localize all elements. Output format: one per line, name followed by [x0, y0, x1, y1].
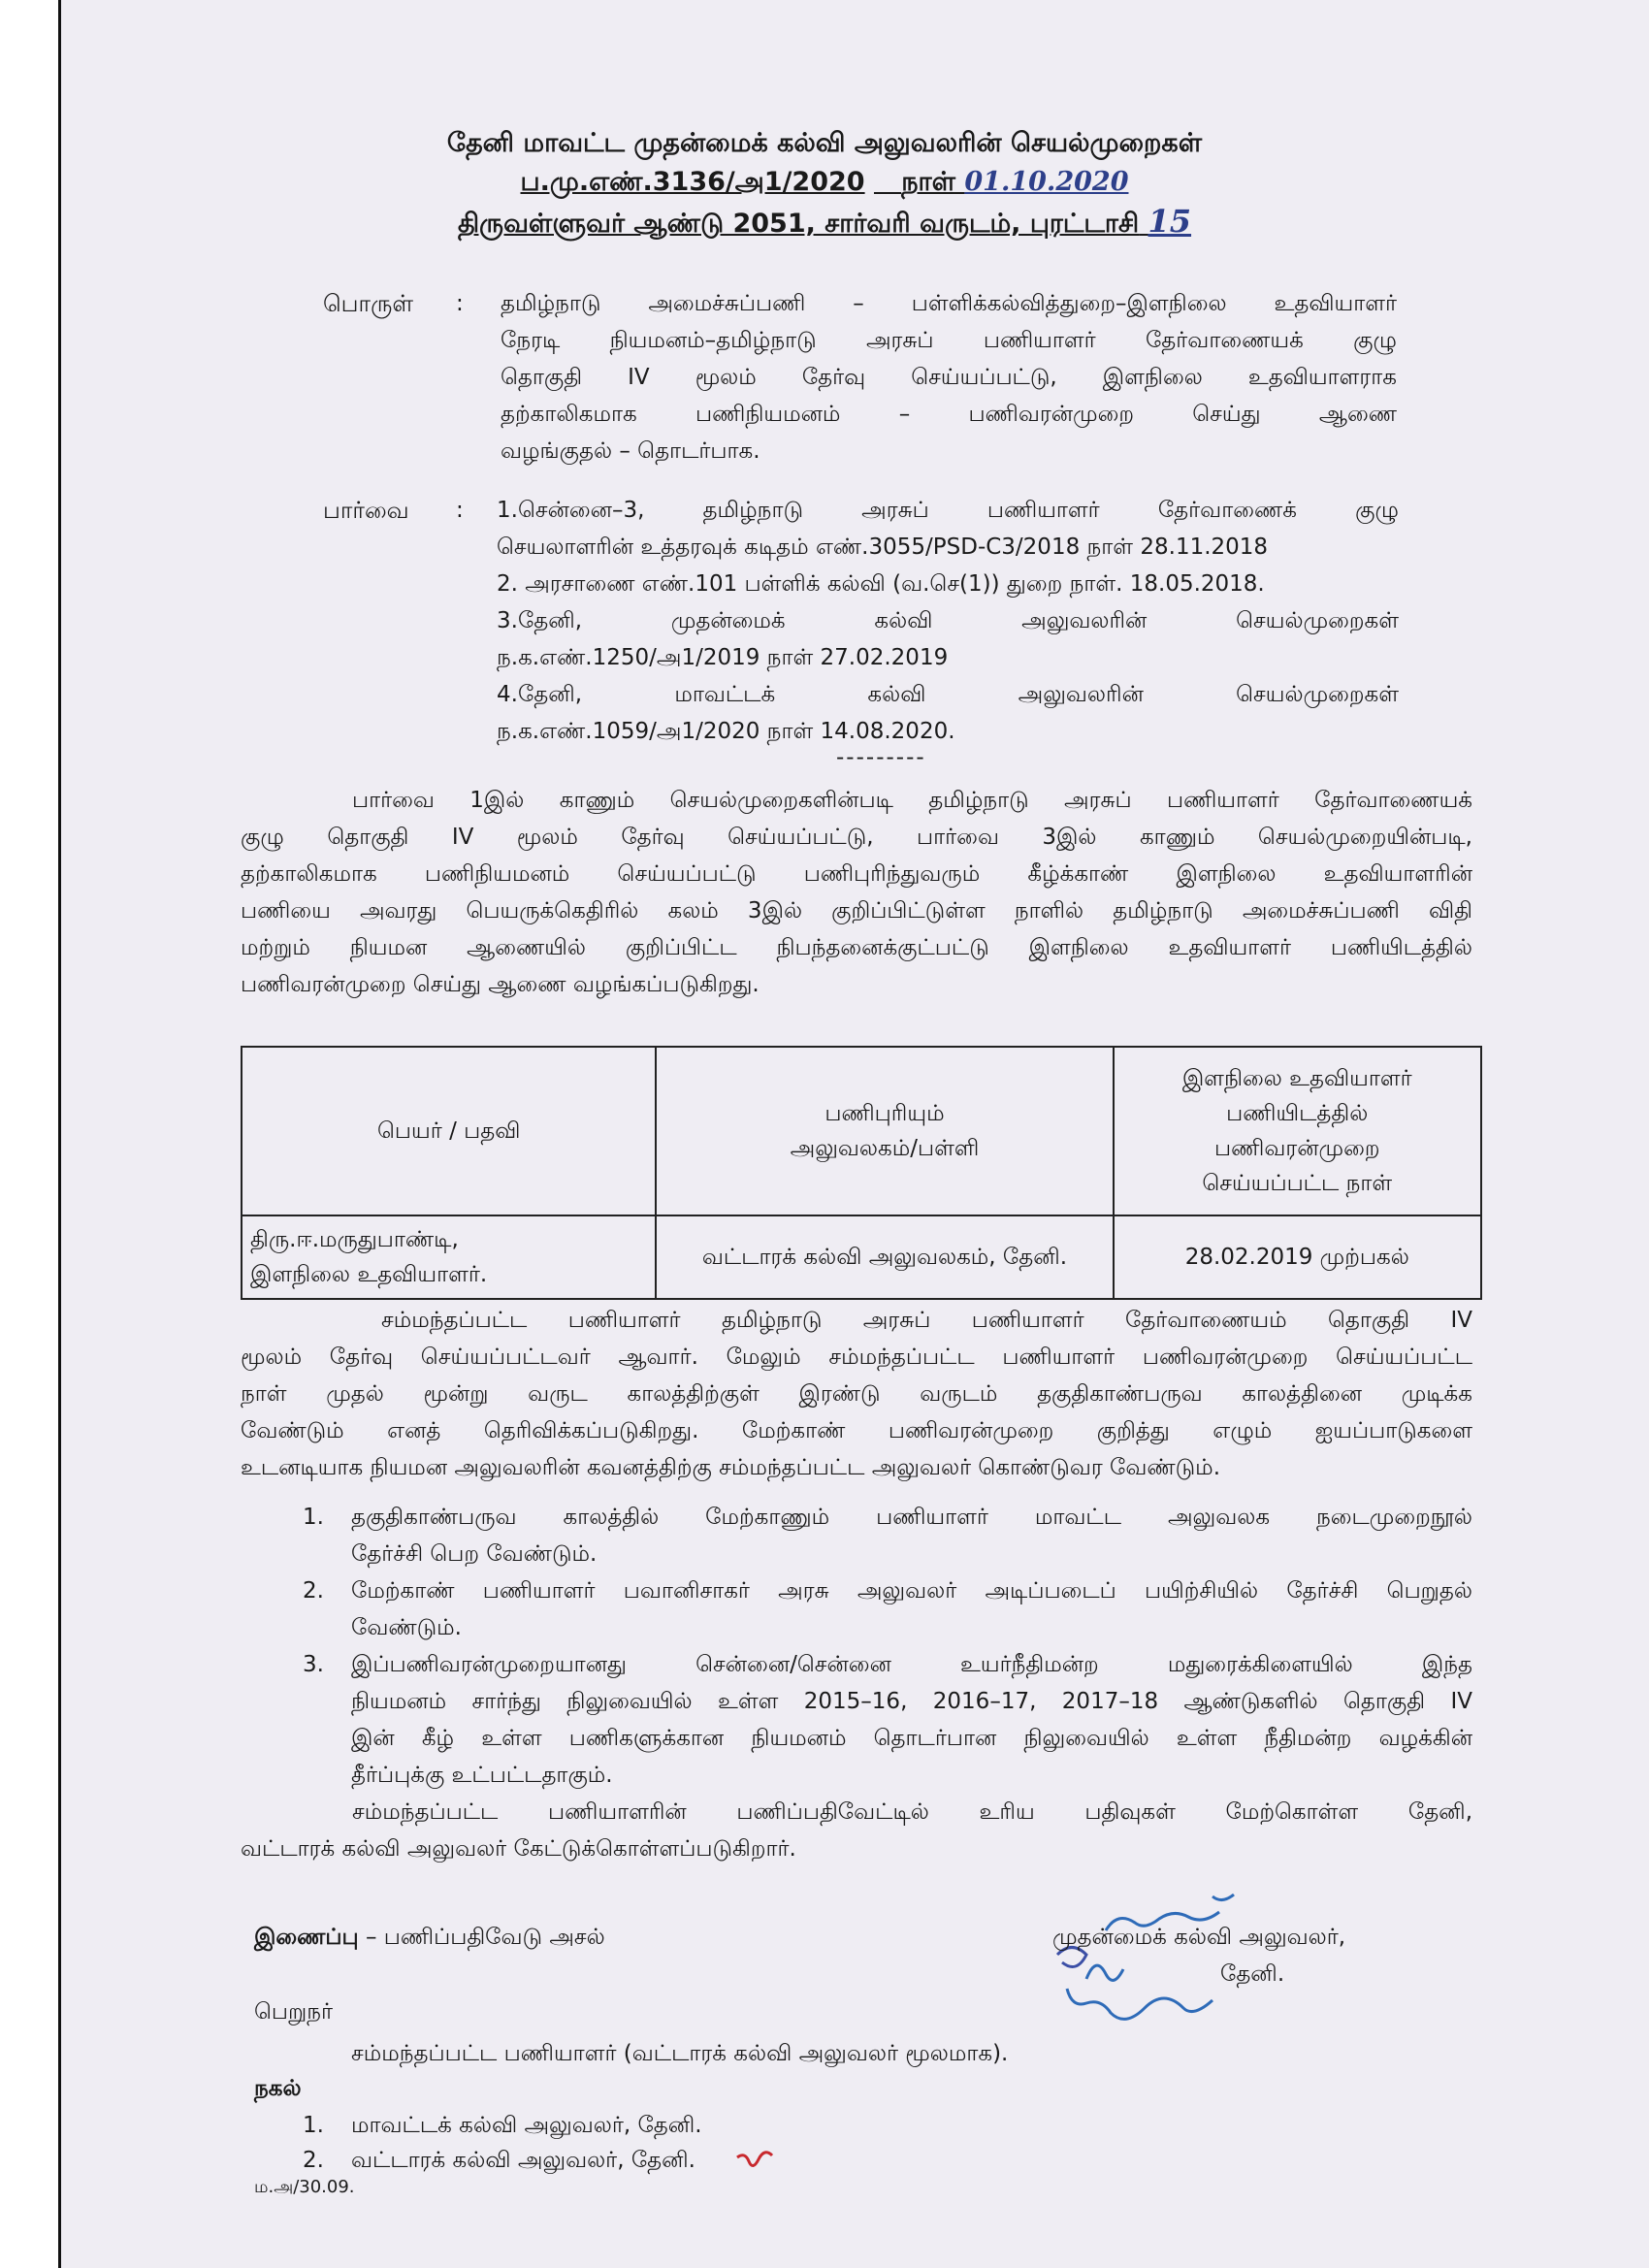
subject-colon: : — [456, 291, 464, 316]
enclosure — [254, 1919, 605, 1956]
table-cell-office: வட்டாரக் கல்வி அலுவலகம், தேனி. — [656, 1215, 1113, 1299]
subject-line: நேரடி நியமனம்–தமிழ்நாடு அரசுப் பணியாளர் தேர்வாணையக் குழு — [501, 328, 1397, 353]
condition-line: தேர்ச்சி பெற வேண்டும். — [351, 1541, 598, 1567]
table-header-row — [242, 1047, 1481, 1215]
footer-code: ம.அ/30.09. — [254, 2177, 355, 2197]
body-line: குழு தொகுதி IV மூலம் தேர்வு செய்யப்பட்டு, பார்வை 3இல் காணும் செயல்முறையின்படி, — [241, 825, 1472, 850]
condition-line: மேற்காண் பணியாளர் பவானிசாகர் அரசு அலுவலர் அடிப்படைப் பயிற்சியில் தேர்ச்சி பெறுதல் — [351, 1578, 1472, 1604]
condition-number: 3. — [303, 1652, 324, 1677]
recipient-text: சம்மந்தப்பட்ட பணியாளர் (வட்டாரக் கல்வி அலுவலர் மூலமாக). — [351, 2041, 1009, 2066]
header-date: 01.10.2020 — [964, 167, 1129, 197]
body-line: பார்வை 1இல் காணும் செயல்முறைகளின்படி தமிழ்நாடு அரசுப் பணியாளர் தேர்வாணையக் — [352, 788, 1472, 813]
copy-number: 2. — [303, 2148, 324, 2173]
header-ref-line — [0, 163, 1649, 202]
recipient-label: பெறுநர் — [254, 1999, 334, 2025]
copy-item: மாவட்டக் கல்வி அலுவலர், தேனி. — [351, 2113, 702, 2138]
red-tick-mark — [735, 2148, 793, 2177]
header-title: தேனி மாவட்ட முதன்மைக் கல்வி அலுவலரின் செயல்முறைகள் — [446, 128, 1203, 158]
condition-number: 1. — [303, 1505, 324, 1530]
body-paragraph-1 — [241, 782, 1472, 1003]
table-cell-name: திரு.ஈ.மருதுபாண்டி, இளநிலை உதவியாளர். — [242, 1215, 656, 1299]
signatory-title: முதன்மைக் கல்வி அலுவலர், — [1052, 1925, 1346, 1950]
table-header-cell: பெயர் / பதவி — [242, 1047, 656, 1215]
body-line: நாள் முதல் மூன்று வருட காலத்திற்குள் இரண்டு வருடம் தகுதிகாண்பருவ காலத்தினை முடிக்க — [241, 1381, 1472, 1407]
header-ref: ப.மு.எண்.3136/அ1/2020 — [520, 167, 865, 197]
header-calendar-line — [0, 202, 1649, 243]
reference-divider: --------- — [836, 745, 926, 770]
reference-line: செயலாளரின் உத்தரவுக் கடிதம் எண்.3055/PSD-C3/2018 நாள் 28.11.2018 — [497, 535, 1269, 560]
reference-text — [497, 492, 1399, 750]
condition-line: தகுதிகாண்பருவ காலத்தில் மேற்காணும் பணியாளர் மாவட்ட அலுவலக நடைமுறைநூல் — [351, 1505, 1472, 1530]
subject-text — [501, 285, 1397, 470]
header-tamil-day: 15 — [1148, 203, 1192, 240]
reference-line: 3.தேனி, முதன்மைக் கல்வி அலுவலரின் செயல்முறைகள் — [497, 608, 1399, 633]
condition-item — [351, 1646, 1472, 1794]
condition-line: இப்பணிவரன்முறையானது சென்னை/சென்னை உயர்நீதிமன்ற மதுரைக்கிளையில் இந்த — [351, 1652, 1472, 1677]
table-cell-date: 28.02.2019 முற்பகல் — [1114, 1215, 1481, 1299]
enclosure-text: – பணிப்பதிவேடு அசல் — [365, 1925, 605, 1950]
condition-number: 2. — [303, 1578, 324, 1604]
copy-label: நகல் — [254, 2076, 302, 2101]
body-line: தற்காலிகமாக பணிநியமனம் செய்யப்பட்டு பணிபுரிந்துவரும் கீழ்க்காண் இளநிலை உதவியாளரின் — [241, 861, 1472, 887]
body-line: பணியை அவரது பெயருக்கெதிரில் கலம் 3இல் குறிப்பிட்டுள்ள நாளில் தமிழ்நாடு அமைச்சுப்பணி விதி — [241, 898, 1472, 923]
table-header-cell: இளநிலை உதவியாளர் பணியிடத்தில் பணிவரன்முறை செய்யப்பட்ட நாள் — [1114, 1047, 1481, 1215]
closing-line: சம்மந்தப்பட்ட பணியாளரின் பணிப்பதிவேட்டில் உரிய பதிவுகள் மேற்கொள்ள தேனி, — [352, 1799, 1472, 1825]
enclosure-label: இணைப்பு — [254, 1925, 359, 1950]
subject-line: வழங்குதல் – தொடர்பாக. — [501, 438, 760, 464]
subject-label: பொருள் — [323, 290, 413, 317]
body-line: வேண்டும் எனத் தெரிவிக்கப்படுகிறது. மேற்காண் பணிவரன்முறை குறித்து எழும் ஐயப்பாடுகளை — [241, 1418, 1472, 1443]
subject-line: தமிழ்நாடு அமைச்சுப்பணி – பள்ளிக்கல்வித்துறை–இளநிலை உதவியாளர் — [501, 291, 1397, 316]
reference-colon: : — [456, 498, 464, 523]
body-paragraph-2 — [241, 1302, 1472, 1486]
table-header-cell: பணிபுரியும் அலுவலகம்/பள்ளி — [656, 1047, 1113, 1215]
reference-line: ந.க.எண்.1250/அ1/2019 நாள் 27.02.2019 — [497, 645, 949, 670]
reference-line: 4.தேனி, மாவட்டக் கல்வி அலுவலரின் செயல்முறைகள் — [497, 682, 1399, 707]
condition-item — [351, 1572, 1472, 1646]
body-line: பணிவரன்முறை செய்து ஆணை வழங்கப்படுகிறது. — [241, 972, 760, 997]
body-line: மற்றும் நியமன ஆணையில் குறிப்பிட்ட நிபந்தனைக்குட்பட்டு இளநிலை உதவியாளர் பணியிடத்தில் — [241, 935, 1472, 960]
header-calendar: திருவள்ளுவர் ஆண்டு 2051, சார்வரி வருடம், புரட்டாசி — [457, 209, 1140, 239]
body-line: மூலம் தேர்வு செய்யப்பட்டவர் ஆவார். மேலும் சம்மந்தப்பட்ட பணியாளர் பணிவரன்முறை செய்யப்பட்ட — [241, 1345, 1472, 1370]
copy-item: வட்டாரக் கல்வி அலுவலர், தேனி. — [351, 2148, 695, 2173]
reference-line: 1.சென்னை–3, தமிழ்நாடு அரசுப் பணியாளர் தேர்வாணைக் குழு — [497, 498, 1399, 523]
regularisation-table — [241, 1046, 1482, 1300]
subject-line: தற்காலிகமாக பணிநியமனம் – பணிவரன்முறை செய்து ஆணை — [501, 402, 1397, 427]
condition-line: இன் கீழ் உள்ள பணிகளுக்கான நியமனம் தொடர்பான நிலுவையில் உள்ள நீதிமன்ற வழக்கின் — [351, 1726, 1472, 1751]
header-date-label: நாள் — [901, 167, 955, 197]
signatory-place: தேனி. — [1220, 1961, 1285, 1987]
reference-label: பார்வை — [323, 497, 409, 524]
copy-number: 1. — [303, 2113, 324, 2138]
condition-line: தீர்ப்புக்கு உட்பட்டதாகும். — [351, 1763, 613, 1788]
reference-line: 2. அரசாணை எண்.101 பள்ளிக் கல்வி (வ.செ(1)) துறை நாள். 18.05.2018. — [497, 571, 1265, 597]
condition-item — [351, 1499, 1472, 1572]
closing-line: வட்டாரக் கல்வி அலுவலர் கேட்டுக்கொள்ளப்படுகிறார். — [241, 1836, 796, 1862]
reference-line: ந.க.எண்.1059/அ1/2020 நாள் 14.08.2020. — [497, 719, 955, 744]
body-line: சம்மந்தப்பட்ட பணியாளர் தமிழ்நாடு அரசுப் பணியாளர் தேர்வாணையம் தொகுதி IV — [381, 1308, 1472, 1333]
subject-line: தொகுதி IV மூலம் தேர்வு செய்யப்பட்டு, இளநிலை உதவியாளராக — [501, 365, 1397, 390]
condition-line: நியமனம் சார்ந்து நிலுவையில் உள்ள 2015–16, 2016–17, 2017–18 ஆண்டுகளில் தொகுதி IV — [351, 1689, 1472, 1714]
table-row — [242, 1215, 1481, 1299]
body-line: உடனடியாக நியமன அலுவலரின் கவனத்திற்கு சம்மந்தப்பட்ட அலுவலர் கொண்டுவர வேண்டும். — [241, 1455, 1221, 1480]
condition-line: வேண்டும். — [351, 1615, 462, 1640]
closing-paragraph — [241, 1794, 1472, 1867]
